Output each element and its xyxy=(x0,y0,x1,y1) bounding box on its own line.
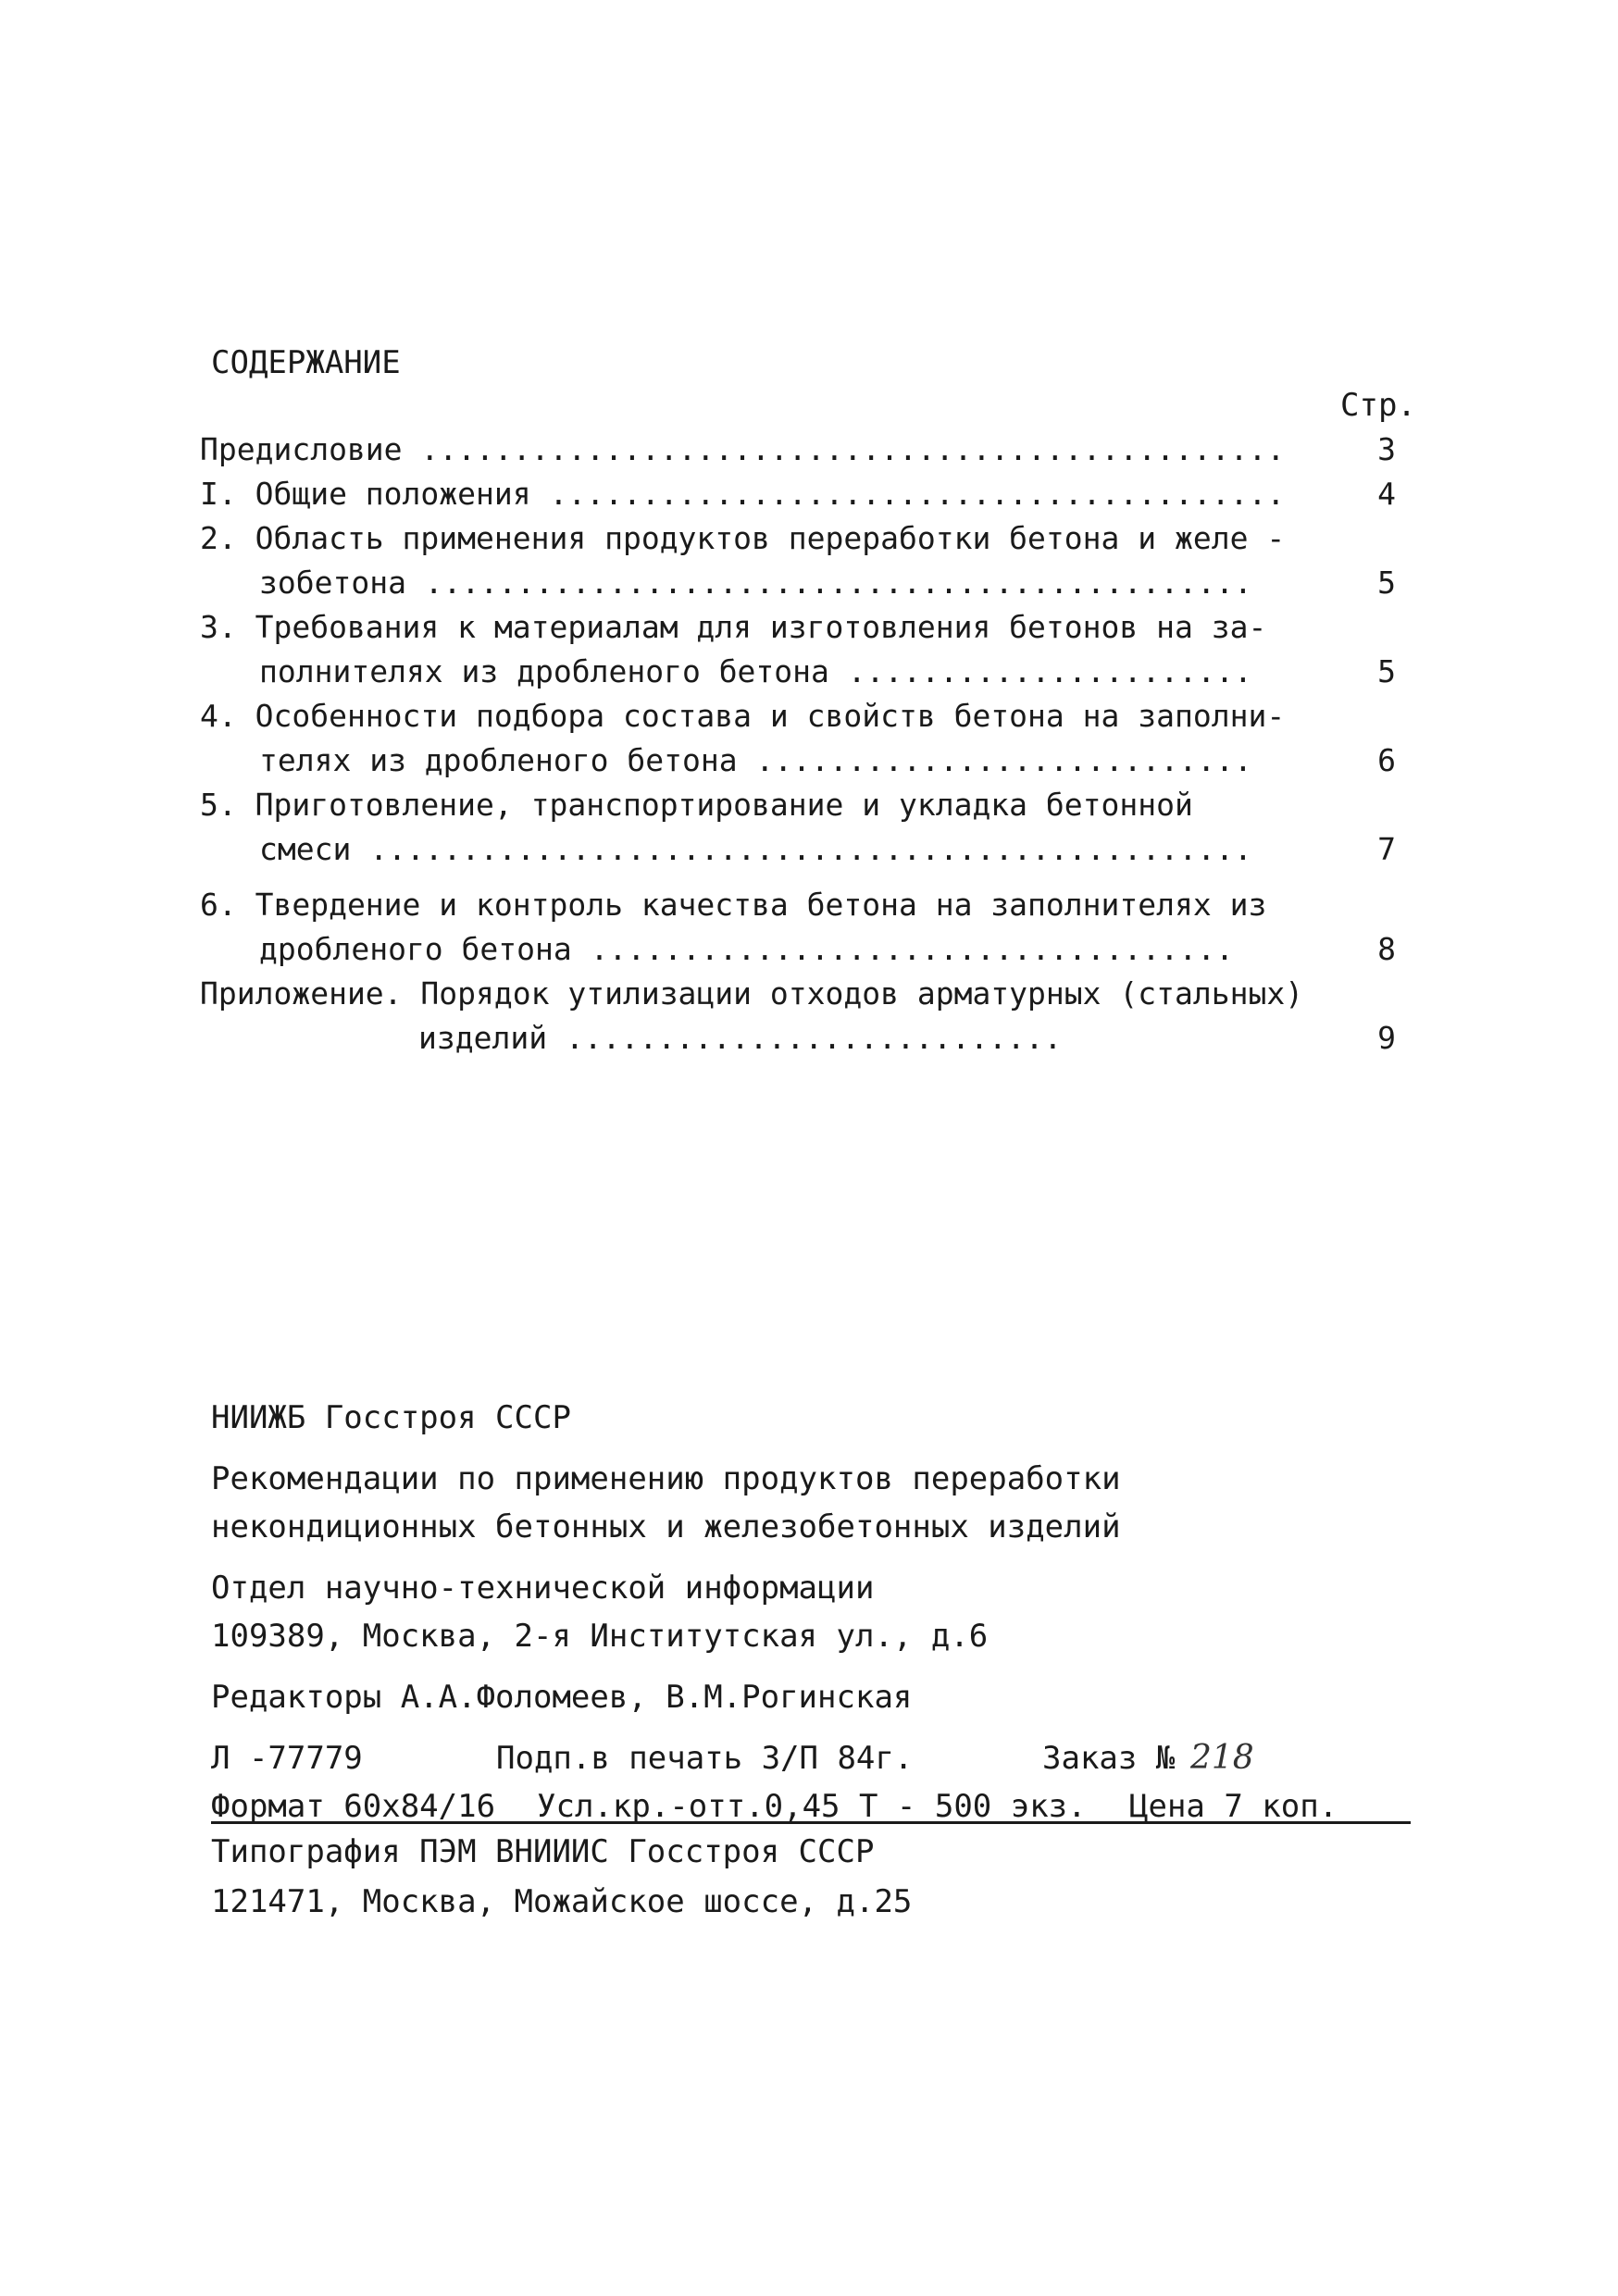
toc-entry-page: 4 xyxy=(1377,476,1396,512)
toc-entry-3 xyxy=(200,605,1440,694)
toc-entry-text: Предисловие ............................................... xyxy=(200,431,1286,467)
toc-entry-page: 7 xyxy=(1377,831,1396,867)
printer-address: 121471, Москва, Можайское шоссе, д.25 xyxy=(211,1883,913,1920)
toc-page-column-header: Стр. xyxy=(1340,387,1416,424)
toc-entry-1 xyxy=(200,472,1440,516)
publisher-org xyxy=(211,1394,1121,1442)
price: Цена 7 коп. xyxy=(1129,1788,1338,1825)
toc-entry-page: 3 xyxy=(1377,431,1396,467)
toc-entry-text-continued: телях из дробленого бетона ........................... xyxy=(259,742,1252,778)
toc-entry-text: 2. Область применения продуктов переработки бетона и желе - xyxy=(200,520,1286,556)
toc-entry-text-continued: изделий ........................... xyxy=(418,1020,1063,1056)
toc-entry-page: 9 xyxy=(1377,1020,1396,1056)
toc-entry-page: 5 xyxy=(1377,565,1396,601)
toc-entry-5 xyxy=(200,783,1440,872)
toc-entry-text: 3. Требования к материалам для изготовления бетонов на за- xyxy=(200,609,1267,645)
toc-entry-text: Приложение. Порядок утилизации отходов арматурных (стальных) xyxy=(200,975,1304,1011)
publication-title-line: Рекомендации по применению продуктов переработки xyxy=(211,1460,1121,1497)
divider-rule xyxy=(211,1821,1411,1824)
toc-entry-6 xyxy=(200,883,1440,972)
editors xyxy=(211,1673,1121,1721)
toc-entry-page: 5 xyxy=(1377,653,1396,689)
printer-name: Типография ПЭМ ВНИИИС Госстроя СССР xyxy=(211,1833,875,1870)
toc-entry-text-continued: зобетона ............................................. xyxy=(259,565,1252,601)
toc-entry-text: 6. Твердение и контроль качества бетона на заполнителях из xyxy=(200,887,1267,923)
toc-title: СОДЕРЖАНИЕ xyxy=(211,344,401,381)
printer-block xyxy=(211,1827,912,1927)
toc-entry-2 xyxy=(200,516,1440,605)
toc-entry-text-continued: полнителях из дробленого бетона ...................... xyxy=(259,653,1252,689)
order-number-handwritten: 218 xyxy=(1190,1739,1254,1777)
address-line: 109389, Москва, 2-я Институтская ул., д.6 xyxy=(211,1618,989,1655)
table-of-contents xyxy=(200,428,1440,1061)
imprint-block xyxy=(211,1394,1338,1831)
toc-entry-4 xyxy=(200,694,1440,783)
toc-entry-text: 4. Особенности подбора состава и свойств бетона на заполни- xyxy=(200,698,1286,734)
toc-entry-page: 8 xyxy=(1377,931,1396,967)
print-details-row-1 xyxy=(211,1734,1254,1782)
signed-to-print: Подп.в печать 3/П 84г. xyxy=(496,1740,914,1777)
toc-entry-text-continued: дробленого бетона ................................... xyxy=(259,931,1234,967)
editors-text: Редакторы А.А.Фоломеев, В.М.Рогинская xyxy=(211,1679,913,1716)
publisher-org-text: НИИЖБ Госстроя СССР xyxy=(211,1399,571,1436)
license-number: Л -77779 xyxy=(211,1740,363,1777)
print-sheets-circulation: Усл.кр.-отт.0,45 Т - 500 экз. xyxy=(537,1788,1087,1825)
toc-entry-appendix xyxy=(200,972,1440,1061)
department-line: Отдел научно-технической информации xyxy=(211,1570,875,1607)
order-label: Заказ № xyxy=(1042,1740,1176,1777)
toc-entry-page: 6 xyxy=(1377,742,1396,778)
toc-entry-preface xyxy=(200,428,1440,472)
toc-entry-text-continued: смеси ................................................ xyxy=(259,831,1252,867)
toc-entry-text: I. Общие положения ........................................ xyxy=(200,476,1286,512)
toc-entry-text: 5. Приготовление, транспортирование и укладка бетонной xyxy=(200,787,1193,823)
publication-title-line: некондиционных бетонных и железобетонных изделий xyxy=(211,1508,1121,1545)
publication-title xyxy=(211,1455,1121,1551)
department-address xyxy=(211,1564,1121,1660)
paper-format: Формат 60х84/16 xyxy=(211,1788,496,1825)
